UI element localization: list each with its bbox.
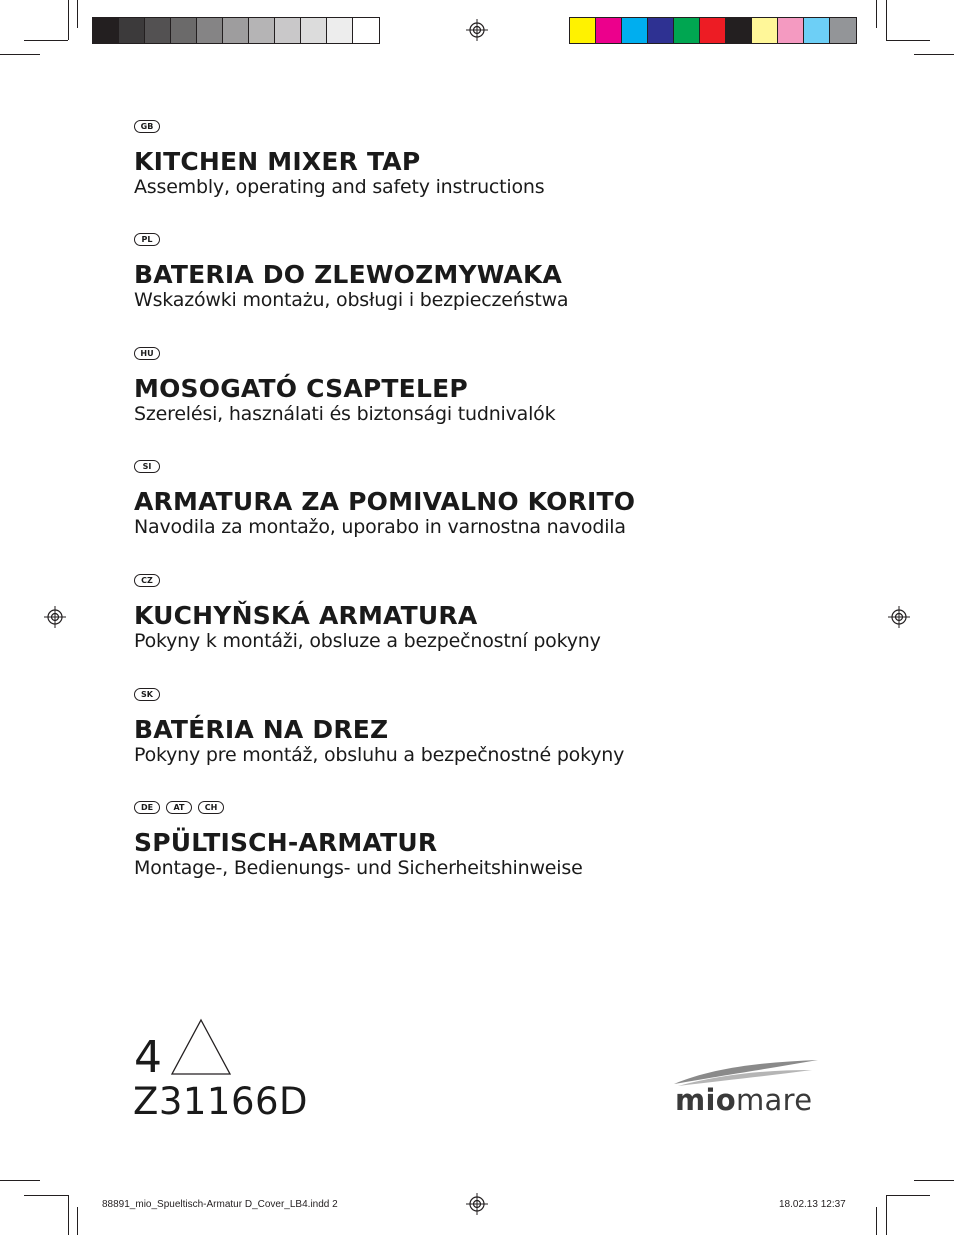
crop-mark-tr-v2 bbox=[876, 0, 877, 28]
registration-mark-icon bbox=[44, 606, 66, 628]
registration-mark-icon bbox=[888, 606, 910, 628]
color-swatch bbox=[353, 18, 379, 43]
country-code-badge: GB bbox=[134, 120, 160, 133]
crop-mark-tl-h2 bbox=[0, 54, 40, 55]
language-section-pl bbox=[134, 233, 834, 311]
country-code-badge: HU bbox=[134, 347, 160, 360]
model-number: Z31166D bbox=[133, 1080, 309, 1123]
product-title: ARMATURA ZA POMIVALNO KORITO bbox=[134, 487, 636, 516]
crop-mark-bl-v bbox=[68, 1195, 69, 1235]
color-swatch bbox=[830, 18, 856, 43]
country-codes bbox=[134, 801, 834, 816]
country-codes bbox=[134, 574, 834, 589]
country-code-badge: SI bbox=[134, 460, 160, 473]
country-code-badge: PL bbox=[134, 233, 160, 246]
crop-mark-br-v bbox=[886, 1195, 887, 1235]
language-section-sk bbox=[134, 688, 834, 766]
crop-mark-br-v2 bbox=[876, 1207, 877, 1235]
color-swatch bbox=[327, 18, 353, 43]
country-code-badge: CZ bbox=[134, 574, 160, 587]
product-subtitle: Navodila za montažo, uporabo in varnostna navodila bbox=[134, 516, 626, 538]
product-subtitle: Montage-, Bedienungs- und Sicherheitshinweise bbox=[134, 857, 583, 879]
color-swatch bbox=[301, 18, 327, 43]
country-code-badge: AT bbox=[166, 801, 192, 814]
color-swatch bbox=[275, 18, 301, 43]
process-color-bar bbox=[569, 17, 857, 44]
crop-mark-bl-h bbox=[24, 1195, 68, 1196]
country-codes bbox=[134, 688, 834, 703]
color-swatch bbox=[726, 18, 752, 43]
color-swatch bbox=[778, 18, 804, 43]
crop-mark-tl-h bbox=[24, 40, 68, 41]
color-swatch bbox=[145, 18, 171, 43]
crop-mark-bl-v2 bbox=[77, 1207, 78, 1235]
color-swatch bbox=[171, 18, 197, 43]
crop-mark-tr-h bbox=[886, 40, 930, 41]
color-swatch bbox=[223, 18, 249, 43]
color-swatch bbox=[596, 18, 622, 43]
color-swatch bbox=[622, 18, 648, 43]
crop-mark-br-h bbox=[886, 1195, 930, 1196]
country-code-badge: SK bbox=[134, 688, 160, 701]
product-title: KITCHEN MIXER TAP bbox=[134, 147, 421, 176]
product-subtitle: Pokyny k montáži, obsluze a bezpečnostní pokyny bbox=[134, 630, 601, 652]
country-codes bbox=[134, 347, 834, 362]
color-swatch bbox=[93, 18, 119, 43]
date-slug: 18.02.13 12:37 bbox=[779, 1199, 846, 1210]
country-codes bbox=[134, 233, 834, 248]
color-swatch bbox=[804, 18, 830, 43]
warning-triangle-icon bbox=[170, 1018, 232, 1076]
brand-logo bbox=[675, 1083, 812, 1117]
registration-mark-icon bbox=[466, 1193, 488, 1215]
color-swatch bbox=[674, 18, 700, 43]
language-section-cz bbox=[134, 574, 834, 652]
language-section-hu bbox=[134, 347, 834, 425]
crop-mark-bl-h2 bbox=[0, 1180, 40, 1181]
country-codes bbox=[134, 120, 834, 135]
color-swatch bbox=[700, 18, 726, 43]
language-section-si bbox=[134, 460, 834, 538]
age-warning-number: 4 bbox=[134, 1032, 162, 1083]
registration-mark-icon bbox=[466, 19, 488, 41]
color-swatch bbox=[249, 18, 275, 43]
color-swatch bbox=[197, 18, 223, 43]
product-subtitle: Pokyny pre montáž, obsluhu a bezpečnostné pokyny bbox=[134, 744, 625, 766]
product-title: BATERIA DO ZLEWOZMYWAKA bbox=[134, 260, 563, 289]
crop-mark-br-h2 bbox=[914, 1180, 954, 1181]
product-subtitle: Wskazówki montażu, obsługi i bezpieczeństwa bbox=[134, 289, 569, 311]
crop-mark-tr-v bbox=[886, 0, 887, 40]
color-swatch bbox=[648, 18, 674, 43]
crop-mark-tr-h2 bbox=[914, 54, 954, 55]
brand-logo-light: mare bbox=[735, 1083, 813, 1117]
brand-logo-bold: mio bbox=[675, 1083, 736, 1117]
grayscale-color-bar bbox=[92, 17, 380, 44]
language-section-gb bbox=[134, 120, 834, 198]
color-swatch bbox=[119, 18, 145, 43]
language-section-de bbox=[134, 801, 834, 879]
country-code-badge: DE bbox=[134, 801, 160, 814]
color-swatch bbox=[570, 18, 596, 43]
product-title: MOSOGATÓ CSAPTELEP bbox=[134, 374, 468, 403]
country-codes bbox=[134, 460, 834, 475]
crop-mark-tl-v bbox=[68, 0, 69, 40]
crop-mark-tl-v2 bbox=[77, 0, 78, 28]
product-title: SPÜLTISCH-ARMATUR bbox=[134, 828, 438, 857]
product-title: BATÉRIA NA DREZ bbox=[134, 715, 389, 744]
file-slug: 88891_mio_Spueltisch-Armatur D_Cover_LB4.indd 2 bbox=[102, 1199, 338, 1210]
country-code-badge: CH bbox=[198, 801, 224, 814]
product-subtitle: Szerelési, használati és biztonsági tudnivalók bbox=[134, 403, 556, 425]
product-subtitle: Assembly, operating and safety instructions bbox=[134, 176, 545, 198]
color-swatch bbox=[752, 18, 778, 43]
product-title: KUCHYŇSKÁ ARMATURA bbox=[134, 601, 478, 630]
